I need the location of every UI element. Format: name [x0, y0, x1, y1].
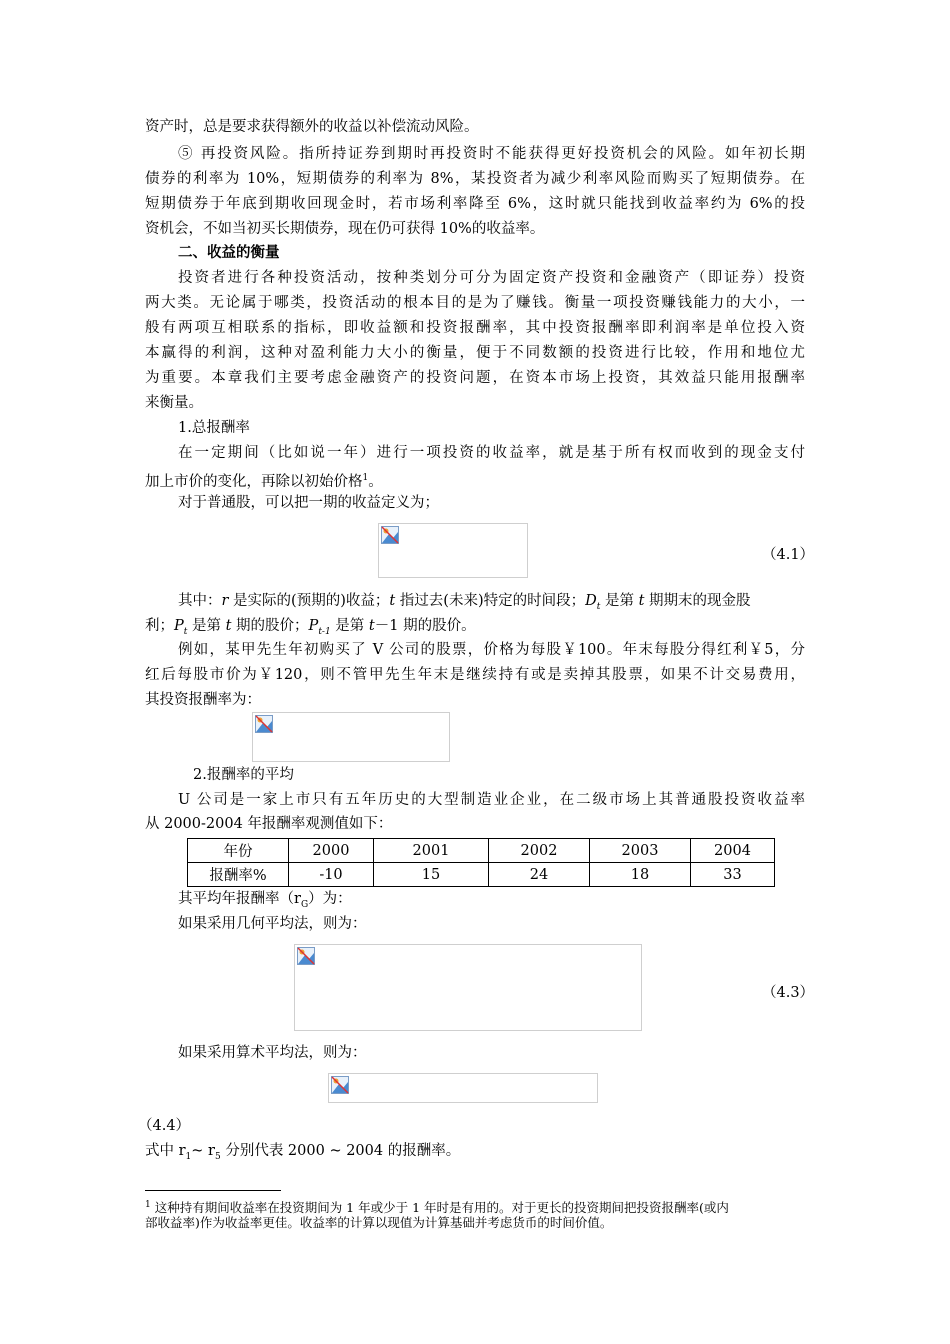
footnote-text: $^1$ 这种持有期间收益率在投资期间为 1 年或少于 1 年时是有用的。对于更长的投资期间把投资报酬率(或内	[145, 1200, 729, 1216]
text-line: 般有两项互相联系的指标，即收益额和投资报酬率，其中投资报酬率即利润率是单位投入资	[145, 320, 805, 336]
text-line: 资产时，总是要求获得额外的收益以补偿流动风险。	[145, 119, 479, 135]
text-line: 在一定期间（比如说一年）进行一项投资的收益率，就是基于所有权而收到的现金支付	[178, 445, 805, 461]
text-line: 投资者进行各种投资活动，按种类划分可分为固定资产投资和金融资产（即证券）投资	[178, 270, 805, 286]
table-cell: -10	[289, 863, 374, 887]
table-cell: 报酬率%	[188, 863, 289, 887]
footnote-ref[interactable]: 1	[362, 473, 369, 483]
text-line: 资机会，不如当初买长期债券，现在仍可获得 10%的收益率。	[145, 221, 545, 237]
text-line: 红后每股市价为￥120，则不管甲先生年末是继续持有或是卖掉其股票，如果不计交易费用，	[145, 667, 805, 683]
table-cell: 年份	[188, 839, 289, 863]
equation-number: （4.3）	[762, 985, 815, 1001]
text-line: 来衡量。	[145, 395, 203, 411]
subsection-heading: 1.总报酬率	[178, 420, 250, 436]
table-row	[188, 863, 775, 887]
text-line: 债券的利率为 10%，短期债券的利率为 8%，某投资者为减少利率风险而购买了短期债券。在	[145, 171, 805, 187]
table-cell: 2004	[691, 839, 775, 863]
text-line: 其平均年报酬率$(r_G)$为：	[178, 891, 352, 910]
text-line: 对于普通股，可以把一期的收益定义为；	[178, 495, 439, 511]
text-line: 两大类。无论属于哪类，投资活动的根本目的是为了赚钱。衡量一项投资赚钱能力的大小，一	[145, 295, 805, 311]
equation-image-4-4	[328, 1073, 598, 1103]
text-line: 短期债券于年底到期收回现金时，若市场利率降至 6%，这时就只能找到收益率约为 6%的投	[145, 196, 805, 212]
text-line: 式中 $r_1\sim$ $r_5$ 分别代表 2000 ~ 2004 的报酬率。	[145, 1143, 461, 1162]
text-line: 加上市价的变化，再除以初始价格$^1$。	[145, 473, 383, 490]
table-cell: 2001	[374, 839, 489, 863]
text-line: U 公司是一家上市只有五年历史的大型制造业企业，在二级市场上其普通股投资收益率	[178, 792, 805, 808]
text-line: 如果采用几何平均法，则为：	[178, 916, 367, 932]
text-line: ⑤ 再投资风险。指所持证券到期时再投资时不能获得更好投资机会的风险。如年初长期	[178, 146, 805, 162]
equation-image-4-1	[378, 523, 528, 578]
table-row	[188, 839, 775, 863]
broken-image-icon	[297, 947, 315, 965]
broken-image-icon	[381, 526, 399, 544]
text-line: 其中：r 是实际的(预期的)收益；t 指过去(未来)特定的时间段；$D_t$ 是第 t 期期末的现金股	[178, 593, 751, 612]
text-line: 其投资报酬率为：	[145, 692, 261, 708]
footnote-text: 部收益率)作为收益率更佳。收益率的计算以现值为计算基础并考虑货币的时间价值。	[145, 1215, 613, 1230]
table-cell: 24	[489, 863, 590, 887]
table-cell: 15	[374, 863, 489, 887]
table-cell: 2003	[590, 839, 691, 863]
section-heading: 二、收益的衡量	[178, 244, 280, 261]
subsection-heading: 2.报酬率的平均	[193, 767, 294, 783]
text-line: 如果采用算术平均法，则为：	[178, 1045, 367, 1061]
table-cell: 2002	[489, 839, 590, 863]
equation-number: （4.1）	[762, 547, 815, 563]
text-line: 利；$P_t$ 是第 t 期的股价；$P_{t-1}$ 是第 t－1 期的股价。	[145, 618, 476, 637]
table-cell: 18	[590, 863, 691, 887]
text-line: 本赢得的利润，这种对盈利能力大小的衡量，便于不同数额的投资进行比较，作用和地位尤	[145, 345, 805, 361]
equation-image-4-3	[294, 944, 642, 1031]
footnote-divider	[145, 1190, 281, 1191]
footnote-mark: 1	[145, 1200, 151, 1210]
equation-number: （4.4）	[138, 1118, 191, 1134]
broken-image-icon	[255, 715, 273, 733]
table-cell: 2000	[289, 839, 374, 863]
equation-image-example	[252, 712, 450, 762]
table-cell: 33	[691, 863, 775, 887]
broken-image-icon	[331, 1076, 349, 1094]
text-line: 例如，某甲先生年初购买了 V 公司的股票，价格为每股￥100。年末每股分得红利￥5，分	[178, 642, 805, 658]
return-table	[187, 838, 775, 887]
text-line: 从 2000-2004 年报酬率观测值如下：	[145, 816, 393, 832]
text-line: 为重要。本章我们主要考虑金融资产的投资问题，在资本市场上投资，其效益只能用报酬率	[145, 370, 805, 386]
